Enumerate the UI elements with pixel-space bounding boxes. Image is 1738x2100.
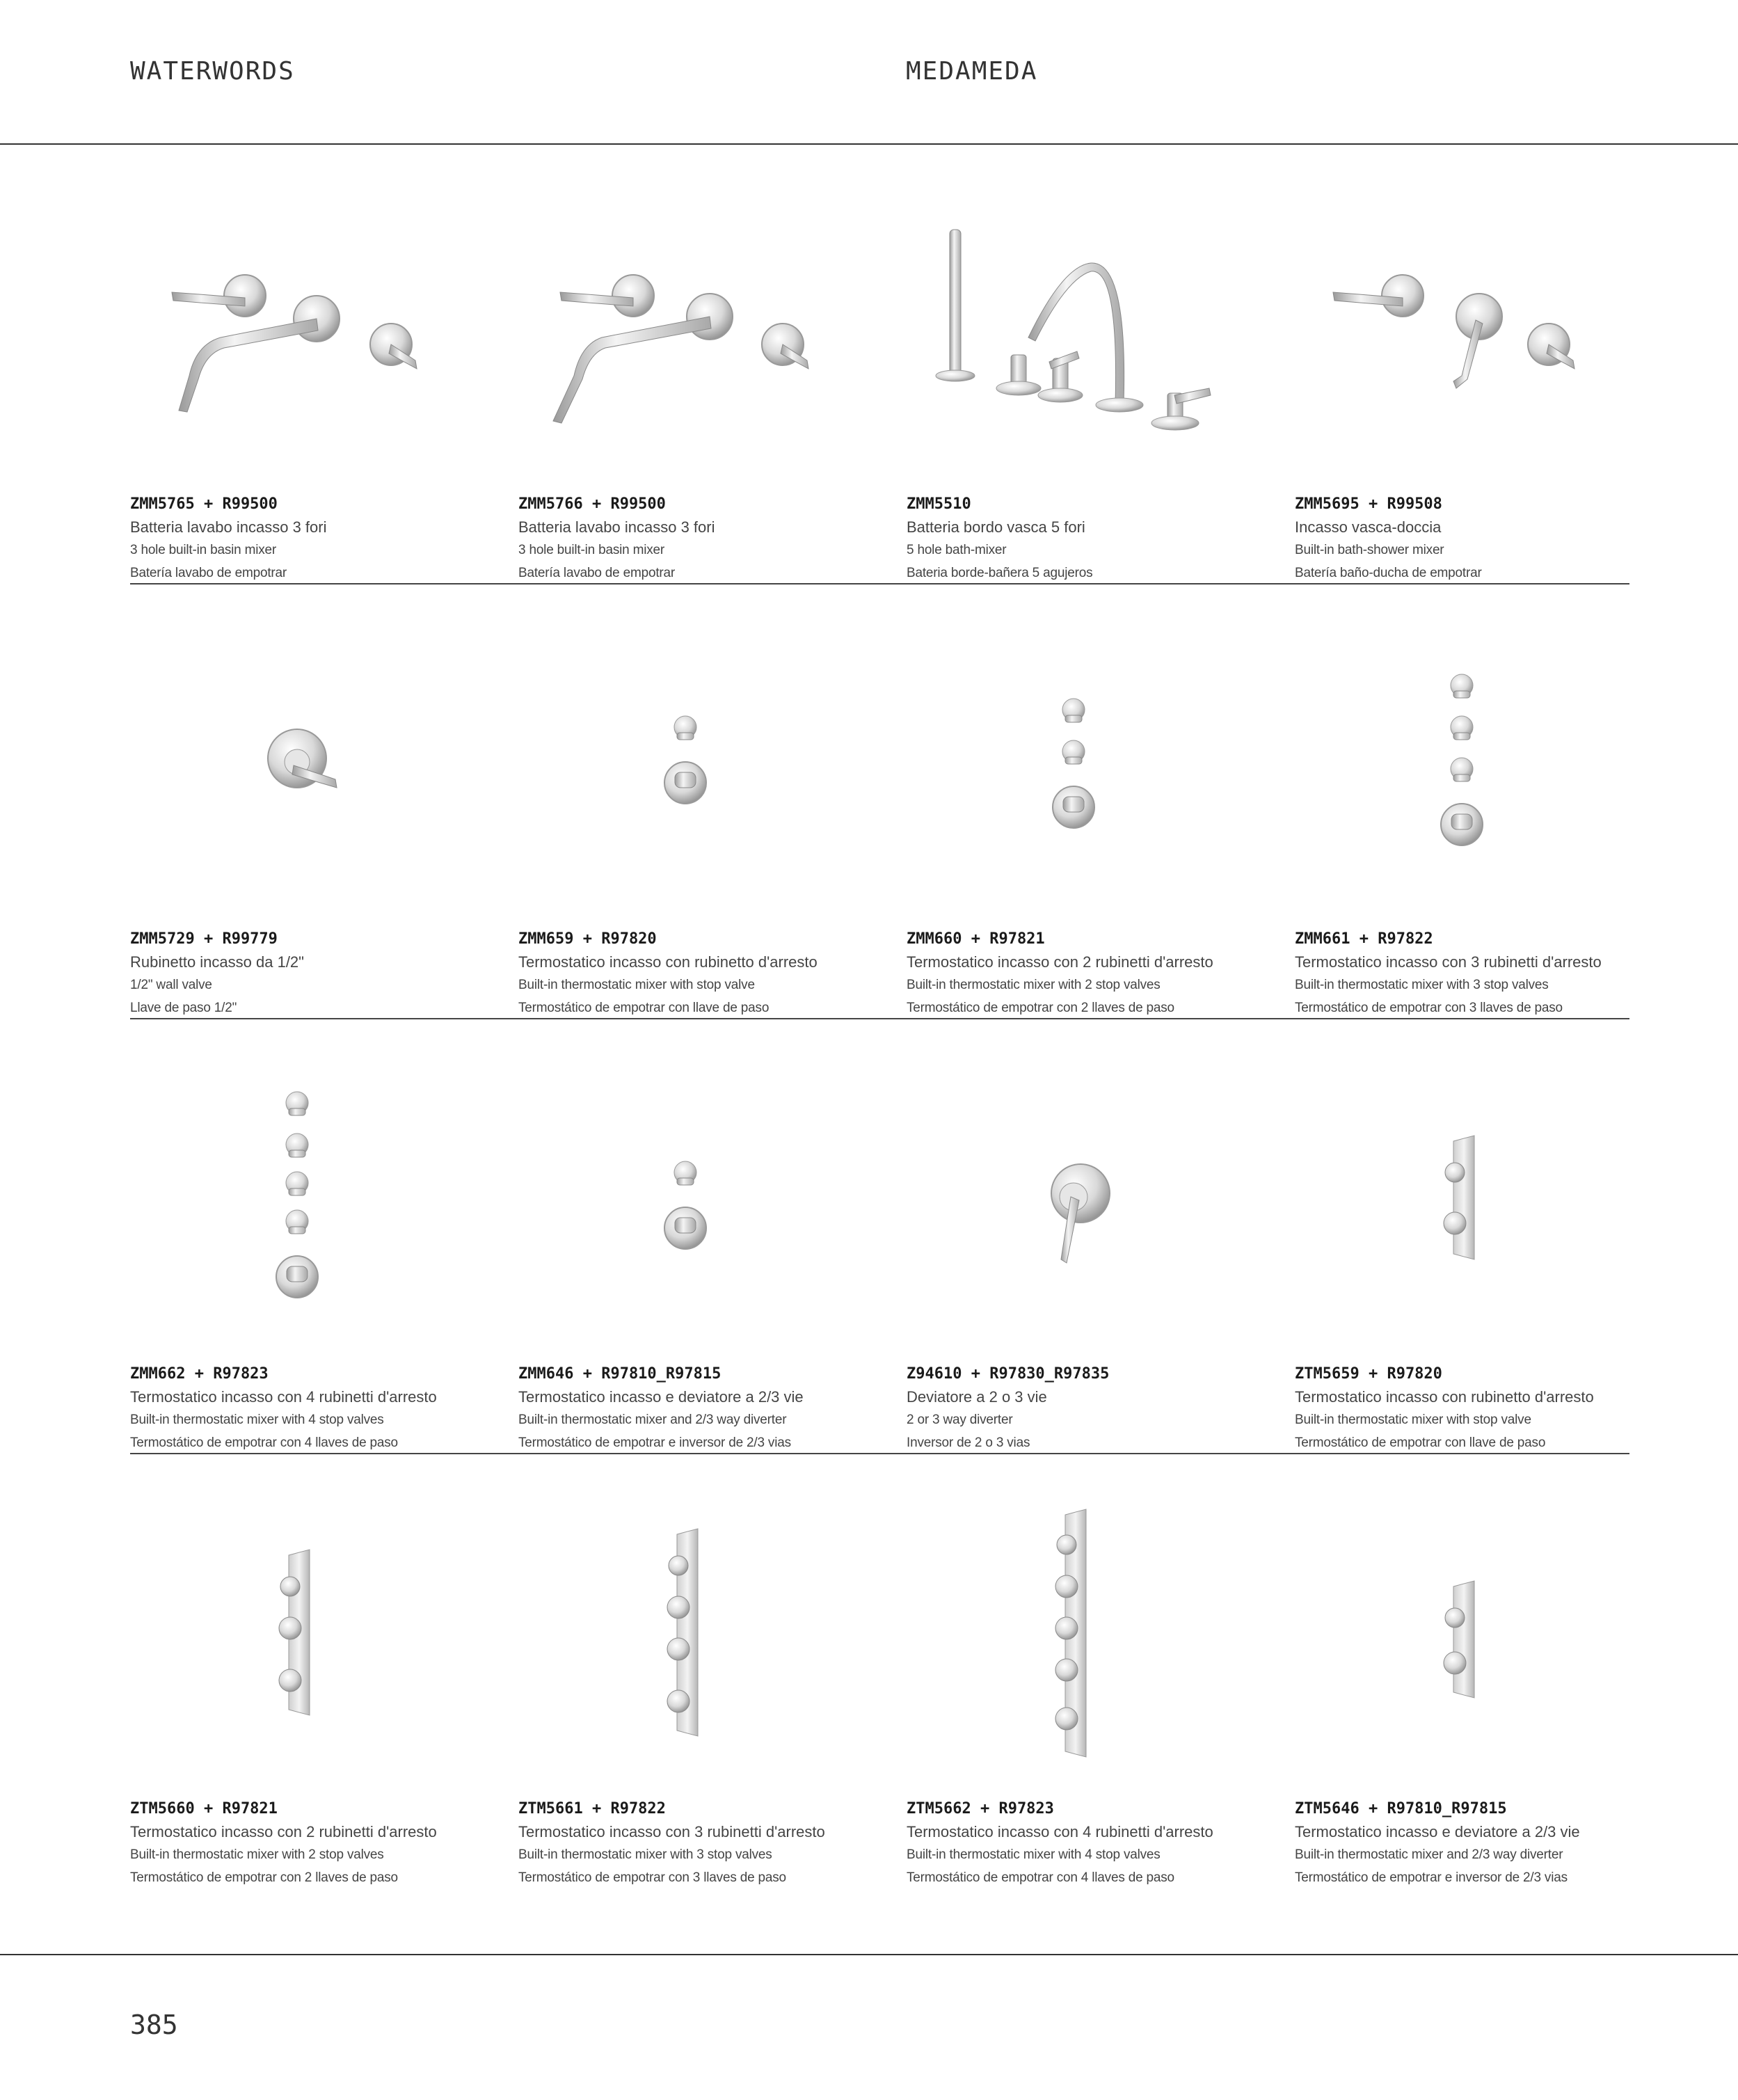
product-code: ZMM5729 + R99779 <box>130 930 278 948</box>
product-name-italian: Incasso vasca-doccia <box>1295 518 1442 536</box>
product-name-spanish: Batería lavabo de empotrar <box>130 566 287 580</box>
product-code: ZTM5660 + R97821 <box>130 1800 278 1817</box>
product-name-spanish: Bateria borde-bañera 5 agujeros <box>907 566 1093 580</box>
product-code: ZMM5695 + R99508 <box>1295 495 1442 513</box>
product-name-english: 5 hole bath-mixer <box>907 543 1007 557</box>
product-name-spanish: Llave de paso 1/2" <box>130 1001 237 1015</box>
header-divider <box>0 143 1738 145</box>
product-name-english: 3 hole built-in basin mixer <box>518 543 665 557</box>
product-name-english: Built-in thermostatic mixer with stop valve <box>518 978 755 992</box>
product-name-english: Built-in thermostatic mixer and 2/3 way diverter <box>1295 1847 1563 1862</box>
product-name-english: 3 hole built-in basin mixer <box>130 543 277 557</box>
row-divider <box>130 583 1629 584</box>
product-name-english: Built-in bath-shower mixer <box>1295 543 1444 557</box>
product-code: ZTM5661 + R97822 <box>518 1800 666 1817</box>
product-code: ZMM5765 + R99500 <box>130 495 278 513</box>
product-code: ZMM646 + R97810_R97815 <box>518 1365 721 1383</box>
wall-basin-mixer-3-hole-long-spout-icon <box>518 202 894 480</box>
product-name-english: Built-in thermostatic mixer with 4 stop valves <box>130 1413 384 1427</box>
product-name-spanish: Termostático de empotrar e inversor de 2/3 vias <box>1295 1870 1568 1885</box>
product-name-english: Built-in thermostatic mixer with 2 stop valves <box>130 1847 384 1862</box>
product-name-italian: Termostatico incasso con 2 rubinetti d'arresto <box>130 1823 437 1840</box>
product-name-italian: Batteria bordo vasca 5 fori <box>907 518 1085 536</box>
thermostatic-3-valve-icon <box>1295 637 1671 915</box>
product-name-italian: Termostatico incasso con 2 rubinetti d'arresto <box>907 953 1213 971</box>
product-name-italian: Termostatico incasso e deviatore a 2/3 vie <box>518 1388 804 1406</box>
row-divider <box>130 1453 1629 1454</box>
product-name-italian: Termostatico incasso con rubinetto d'arresto <box>518 953 818 971</box>
product-code: ZMM659 + R97820 <box>518 930 657 948</box>
product-code: ZTM5659 + R97820 <box>1295 1365 1442 1383</box>
product-code: ZTM5646 + R97810_R97815 <box>1295 1800 1507 1817</box>
thermostatic-4-valve-icon <box>130 1072 506 1350</box>
product-name-spanish: Termostático de empotrar e inversor de 2/3 vias <box>518 1435 791 1450</box>
product-code: ZMM5510 <box>907 495 971 513</box>
page-number: 385 <box>130 2010 178 2040</box>
product-name-italian: Termostatico incasso con rubinetto d'arresto <box>1295 1388 1594 1406</box>
footer-divider <box>0 1954 1738 1955</box>
product-name-spanish: Termostático de empotrar con 4 llaves de paso <box>130 1435 398 1450</box>
product-name-spanish: Termostático de empotrar con 3 llaves de paso <box>1295 1001 1563 1015</box>
product-code: ZMM661 + R97822 <box>1295 930 1433 948</box>
product-name-italian: Rubinetto incasso da 1/2" <box>130 953 304 971</box>
product-name-english: Built-in thermostatic mixer with stop valve <box>1295 1413 1531 1427</box>
wall-basin-mixer-3-hole-icon <box>130 202 506 480</box>
bath-mixer-5-hole-icon <box>907 202 1282 480</box>
row-divider <box>130 1018 1629 1019</box>
product-name-spanish: Termostático de empotrar con 3 llaves de paso <box>518 1870 786 1885</box>
product-code: ZMM5766 + R99500 <box>518 495 666 513</box>
product-name-english: 1/2" wall valve <box>130 978 212 992</box>
product-name-spanish: Batería lavabo de empotrar <box>518 566 676 580</box>
product-name-english: 2 or 3 way diverter <box>907 1413 1013 1427</box>
plate-diverter-icon <box>1295 1506 1671 1785</box>
product-name-italian: Batteria lavabo incasso 3 fori <box>518 518 715 536</box>
product-name-english: Built-in thermostatic mixer with 3 stop valves <box>518 1847 772 1862</box>
wall-valve-icon <box>130 637 506 915</box>
collection-title: MEDAMEDA <box>906 57 1038 86</box>
product-name-italian: Termostatico incasso con 3 rubinetti d'arresto <box>1295 953 1602 971</box>
product-name-spanish: Termostático de empotrar con llave de paso <box>1295 1435 1546 1450</box>
product-name-english: Built-in thermostatic mixer with 2 stop valves <box>907 978 1161 992</box>
product-name-spanish: Termostático de empotrar con llave de paso <box>518 1001 770 1015</box>
thermostatic-diverter-icon <box>518 1072 894 1350</box>
product-code: ZTM5662 + R97823 <box>907 1800 1054 1817</box>
product-name-italian: Deviatore a 2 o 3 vie <box>907 1388 1047 1406</box>
product-name-italian: Termostatico incasso con 4 rubinetti d'arresto <box>130 1388 437 1406</box>
product-name-english: Built-in thermostatic mixer with 3 stop valves <box>1295 978 1549 992</box>
plate-5-knob-icon <box>907 1506 1282 1785</box>
product-name-spanish: Batería baño-ducha de empotrar <box>1295 566 1482 580</box>
diverter-lever-icon <box>907 1072 1282 1350</box>
product-name-spanish: Inversor de 2 o 3 vias <box>907 1435 1030 1450</box>
product-name-english: Built-in thermostatic mixer and 2/3 way diverter <box>518 1413 787 1427</box>
brand-title: WATERWORDS <box>130 57 295 86</box>
product-name-spanish: Termostático de empotrar con 2 llaves de paso <box>907 1001 1174 1015</box>
product-name-english: Built-in thermostatic mixer with 4 stop valves <box>907 1847 1161 1862</box>
plate-4-knob-icon <box>518 1506 894 1785</box>
bath-shower-mixer-icon <box>1295 202 1671 480</box>
product-name-italian: Termostatico incasso con 3 rubinetti d'arresto <box>518 1823 825 1840</box>
product-name-italian: Batteria lavabo incasso 3 fori <box>130 518 327 536</box>
product-name-spanish: Termostático de empotrar con 4 llaves de paso <box>907 1870 1174 1885</box>
product-code: ZMM662 + R97823 <box>130 1365 269 1383</box>
product-code: Z94610 + R97830_R97835 <box>907 1365 1110 1383</box>
plate-2-knob-icon <box>1295 1072 1671 1350</box>
product-name-italian: Termostatico incasso con 4 rubinetti d'arresto <box>907 1823 1213 1840</box>
thermostatic-2-valve-icon <box>907 637 1282 915</box>
product-code: ZMM660 + R97821 <box>907 930 1045 948</box>
product-name-spanish: Termostático de empotrar con 2 llaves de paso <box>130 1870 398 1885</box>
thermostatic-1-valve-icon <box>518 637 894 915</box>
plate-3-knob-icon <box>130 1506 506 1785</box>
product-name-italian: Termostatico incasso e deviatore a 2/3 vie <box>1295 1823 1580 1840</box>
